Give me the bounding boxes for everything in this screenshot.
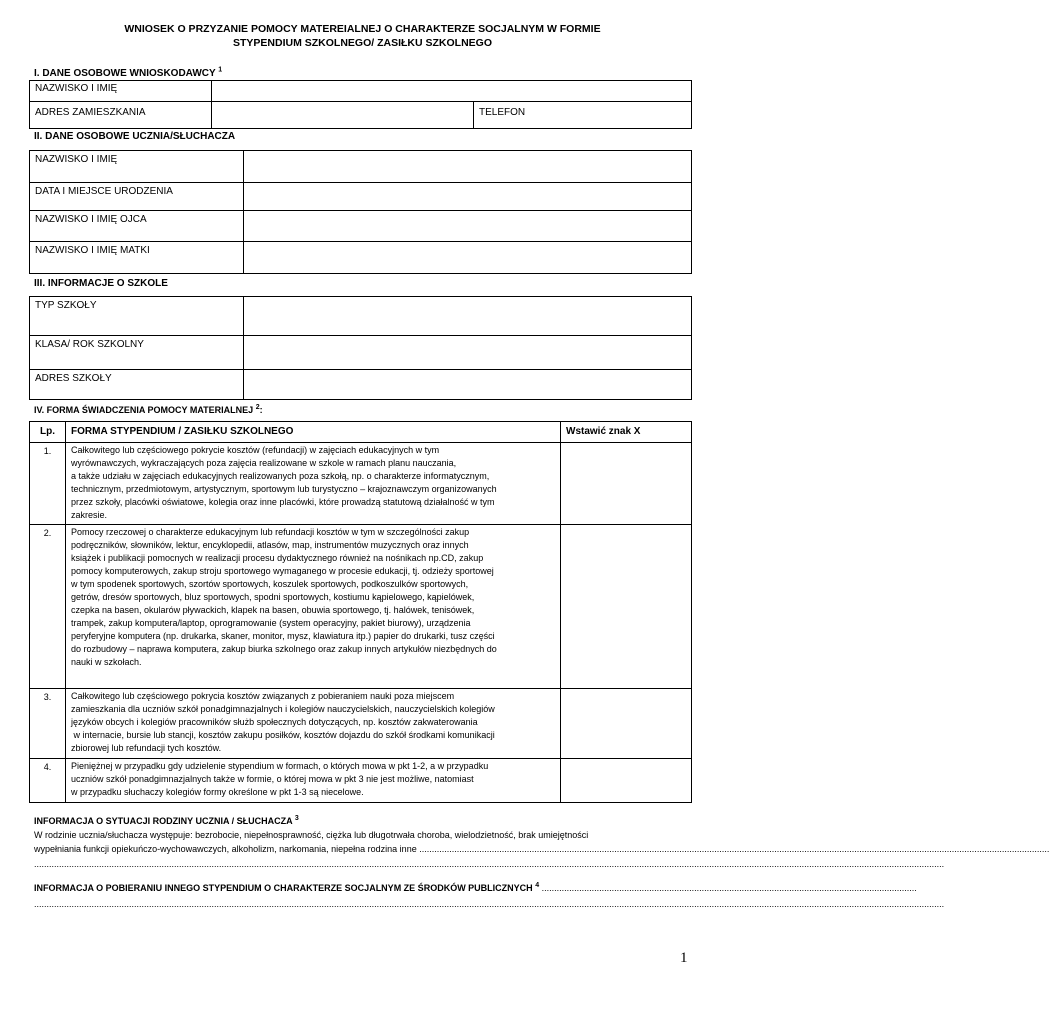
- col-mark-header: Wstawić znak X: [561, 422, 692, 443]
- family-situation-heading: [34, 815, 299, 827]
- family-situation-heading-text: INFORMACJA O SYTUACJI RODZINY UCZNIA / SŁUCHACZA: [34, 816, 293, 826]
- student-name-label: NAZWISKO I IMIĘ: [30, 151, 244, 183]
- other-scholarship-field[interactable]: INFORMACJA O POBIERANIU INNEGO STYPENDIUM O CHARAKTERZE SOCJALNYM ZE ŚRODKÓW PUBLICZNYCH $^4$ ......................................................................................................................................................: [34, 882, 917, 893]
- footnote-ref-3: 3: [294, 815, 299, 822]
- mark-x-cell[interactable]: [561, 759, 692, 803]
- mark-x-cell[interactable]: [561, 443, 692, 525]
- title-line-2: STYPENDIUM SZKOLNEGO/ ZASIŁKU SZKOLNEGO: [232, 37, 492, 49]
- school-address-label: ADRES SZKOŁY: [30, 370, 244, 400]
- school-type-field[interactable]: [244, 297, 692, 336]
- row-number: 2.: [30, 525, 66, 689]
- school-address-field[interactable]: [244, 370, 692, 400]
- applicant-name-label: NAZWISKO I IMIĘ: [30, 81, 212, 102]
- other-scholarship-dotted-line[interactable]: ............................................................................................................................................................................................................................................................................................................................................................................: [34, 899, 945, 909]
- title-line-1: WNIOSEK O PRZYZANIE POMOCY MATEREIALNEJ O CHARAKTERZE SOCJALNYM W FORMIE: [124, 23, 601, 35]
- row-description: Całkowitego lub częściowego pokrycia kosztów związanych z pobieraniem nauki poza miejscem zamieszkania dla uczniów szkół ponadgimnazjalnych i kolegiów nauczycielskich, nauczycielskich kolegiów języków obcych i kolegiów pracowników służb społecznych dotyczących, np. kosztów zakwaterowania w internacie, bursie lub stancji, kosztów zakupu posiłków, kosztów dojazdu do szkół środkami komunikacji zbiorowej lub refundacji tych kosztów.: [66, 689, 561, 759]
- section-4-heading-text: IV. FORMA ŚWIADCZENIA POMOCY MATERIALNEJ: [34, 405, 254, 415]
- mother-name-label: NAZWISKO I IMIĘ MATKI: [30, 242, 244, 274]
- mother-name-field[interactable]: [244, 242, 692, 274]
- row-description: Pomocy rzeczowej o charakterze edukacyjnym lub refundacji kosztów w tym w szczególności zakup podręczników, słowników, lektur, encyklopedii, atlasów, map, instrumentów muzycznych oraz innych książek i publikacji pomocnych w realizacji procesu dydaktycznego również na nośnikach np.CD, zakup pomocy komputerowych, zakup stroju sportowego wymaganego w procesie edukacji, tj. odzieży sportowej w tym spodenek sportowych, szortów sportowych, koszulek sportowych, podkoszulków sportowych, getrów, dresów sportowych, bluz sportowych, spodni sportowych, kostiumu kąpielowego, kąpielówek, czepka na basen, okularów pływackich, klapek na basen, obuwia sportowego, tj. halówek, tenisówek, trampek, zakup komputera/laptop, oprogramowanie (system operacyjny, pakiet biurowy), urządzenia peryferyjne komputera (np. drukarka, skaner, monitor, mysz, klawiatura itp.) papier do drukarki, tusz części do rozbudowy – naprawa komputera, zakup biurka szkolnego oraz zakup innych artykułów niezbędnych do nauki w szkołach.: [66, 525, 561, 689]
- applicant-name-field[interactable]: [212, 81, 692, 102]
- section-4-heading: [34, 404, 263, 416]
- table-row: [30, 759, 692, 803]
- student-table: [29, 150, 692, 274]
- class-year-field[interactable]: [244, 336, 692, 370]
- family-situation-text: W rodzinie ucznia/słuchacza występuje: bezrobocie, niepełnosprawność, ciężka lub długotrwała choroba, wielodzietność, brak umiejętności: [34, 830, 589, 840]
- table-row: [30, 443, 692, 525]
- col-form-header: FORMA STYPENDIUM / ZASIŁKU SZKOLNEGO: [66, 422, 561, 443]
- footnote-ref-4: 4: [535, 882, 540, 889]
- row-number: 3.: [30, 689, 66, 759]
- mark-x-cell[interactable]: [561, 689, 692, 759]
- applicant-phone-field[interactable]: [474, 102, 692, 129]
- phone-label: TELEFON: [479, 107, 526, 118]
- family-situation-dotted-line[interactable]: ............................................................................................................................................................................................................................................................................................................................................................................: [34, 859, 945, 869]
- applicant-address-field[interactable]: [212, 102, 474, 129]
- document-title: [60, 22, 665, 50]
- table-row: [30, 689, 692, 759]
- father-name-label: NAZWISKO I IMIĘ OJCA: [30, 211, 244, 242]
- table-row: [30, 525, 692, 689]
- col-lp-header: Lp.: [30, 422, 66, 443]
- footnote-ref-1: 1: [218, 66, 223, 74]
- father-name-field[interactable]: [244, 211, 692, 242]
- school-table: [29, 296, 692, 400]
- section-1-heading-text: I. DANE OSOBOWE WNIOSKODAWCY: [34, 68, 216, 79]
- birth-date-place-label: DATA I MIEJSCE URODZENIA: [30, 183, 244, 211]
- row-description: Pieniężnej w przypadku gdy udzielenie stypendium w formach, o których mowa w pkt 1-2, a w przypadku uczniów szkół ponadgimnazjalnych także w formie, o której mowa w pkt 3 nie jest możliwe, natomiast w przypadku słuchaczy kolegiów formy określone w pkt 1-3 są niecelowe.: [66, 759, 561, 803]
- applicant-table: [29, 80, 692, 129]
- other-scholarship-heading: INFORMACJA O POBIERANIU INNEGO STYPENDIUM O CHARAKTERZE SOCJALNYM ZE ŚRODKÓW PUBLICZNYCH: [34, 883, 533, 893]
- section-4-heading-colon: :: [259, 405, 263, 415]
- mark-x-cell[interactable]: [561, 525, 692, 689]
- section-2-heading: II. DANE OSOBOWE UCZNIA/SŁUCHACZA: [34, 131, 236, 142]
- class-year-label: KLASA/ ROK SZKOLNY: [30, 336, 244, 370]
- birth-date-place-field[interactable]: [244, 183, 692, 211]
- family-situation-other-label: wypełniania funkcji opiekuńczo-wychowawczych, alkoholizm, narkomania, niepełna rodzina inne: [34, 844, 417, 854]
- family-situation-other[interactable]: wypełniania funkcji opiekuńczo-wychowawczych, alkoholizm, narkomania, niepełna rodzina inne ............................................................................................................................................................................................................................................................: [34, 844, 1049, 854]
- row-description: Całkowitego lub częściowego pokrycie kosztów (refundacji) w zajęciach edukacyjnych w tym wyrównawczych, wykraczających poza zajęcia realizowane w szkole w ramach planu nauczania, a także udziału w zajęciach edukacyjnych realizowanych poza szkołą, np. o charakterze informatycznym, technicznym, przedmiotowym, artystycznym, sportowym lub turystyczno – krajoznawczym organizowanych przez szkoły, placówki oświatowe, kolegia oraz inne placówki, które prowadzą statutową działalność w tym zakresie.: [66, 443, 561, 525]
- page-number: 1: [680, 950, 688, 966]
- section-1-heading: [34, 68, 222, 80]
- assistance-form-table: [29, 421, 692, 803]
- applicant-address-label: ADRES ZAMIESZKANIA: [30, 102, 212, 129]
- section-3-heading: III. INFORMACJE O SZKOLE: [34, 278, 168, 289]
- student-name-field[interactable]: [244, 151, 692, 183]
- row-number: 4.: [30, 759, 66, 803]
- school-type-label: TYP SZKOŁY: [30, 297, 244, 336]
- footnote-ref-2: 2: [255, 404, 260, 411]
- row-number: 1.: [30, 443, 66, 525]
